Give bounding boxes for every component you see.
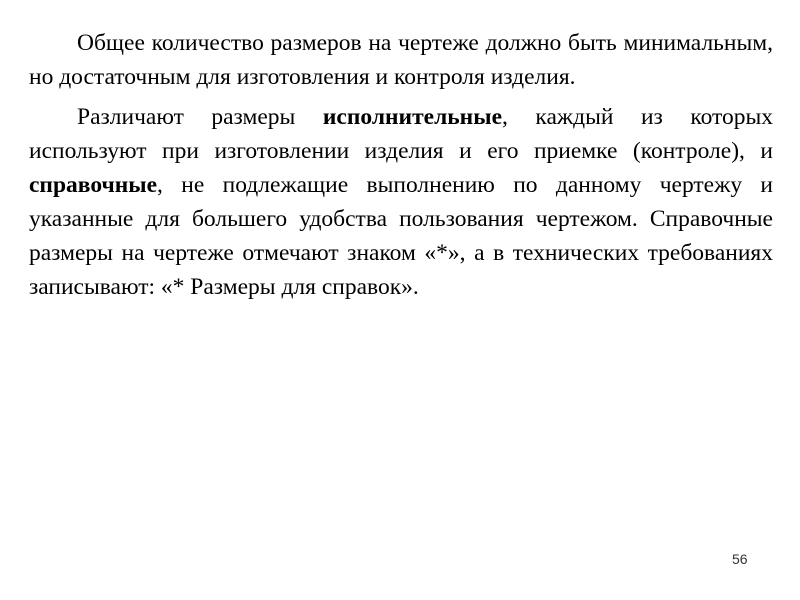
paragraph-general-count — [29, 26, 773, 94]
term-reference-dimensions: справочные — [29, 172, 158, 198]
paragraph-1-text: Общее количество размеров на чертеже должно быть минимальным, но достаточным для изготовления и контроля изделия. — [29, 30, 773, 90]
page-number: 56 — [732, 551, 748, 567]
paragraph-dimension-types — [29, 100, 773, 304]
paragraph-2-part-2: , каждый из которых используют при изготовлении изделия и его приемке (контроле), и — [29, 104, 774, 164]
paragraph-2-part-1: Различают размеры — [77, 104, 323, 130]
text-block — [29, 26, 773, 310]
term-executive-dimensions: исполнительные — [322, 104, 502, 130]
paragraph-2-part-3: , не подлежащие выполнению по данному чертежу и указанные для большего удобства пользования чертежом. Справочные размеры на чертеже отмечают знаком «*», а в технических требованиях записывают: «* Размеры для справок». — [29, 172, 773, 300]
